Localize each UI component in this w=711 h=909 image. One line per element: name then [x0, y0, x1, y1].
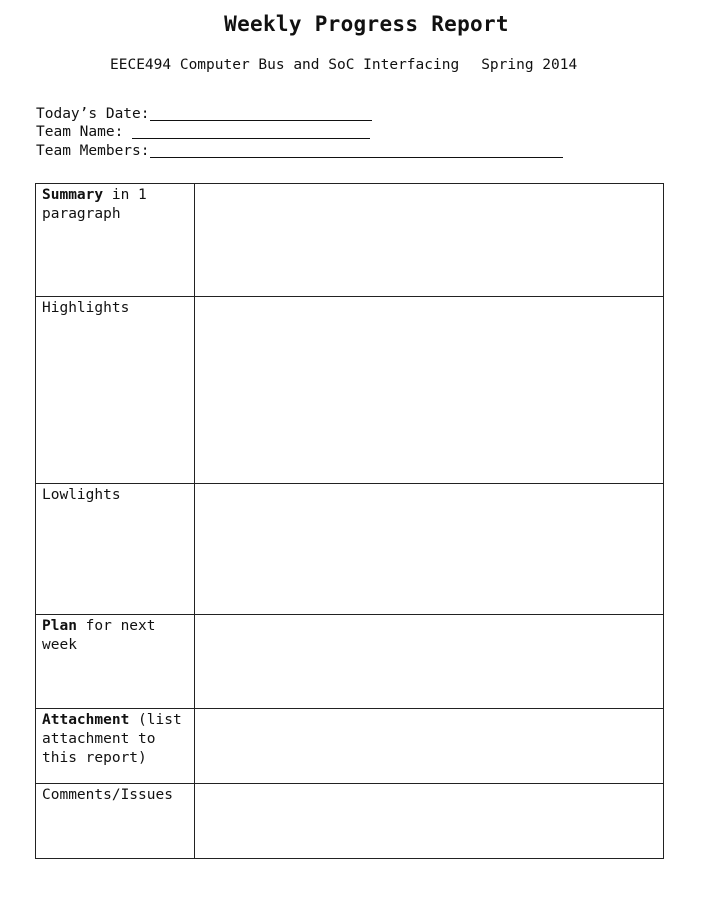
lowlights-label-rest: Lowlights: [42, 487, 121, 503]
attachment-label-rest: (list attachment to this report): [42, 712, 182, 766]
plan-entry-cell[interactable]: [195, 615, 664, 709]
team-members-field: [36, 141, 563, 159]
todays-date-input-line[interactable]: [150, 108, 372, 121]
todays-date-label: Today’s Date:: [36, 106, 150, 122]
report-title: Weekly Progress Report: [224, 12, 509, 36]
plan-label-rest: for next week: [42, 618, 156, 653]
table-row: [36, 709, 664, 784]
summary-entry-cell[interactable]: [195, 184, 664, 297]
summary-label-bold: Summary: [42, 187, 104, 203]
team-name-input-line[interactable]: [132, 126, 370, 139]
team-members-label: Team Members:: [36, 143, 150, 159]
course-name: EECE494 Computer Bus and SoC Interfacing: [110, 57, 460, 73]
comments-label-rest: Comments/Issues: [42, 787, 173, 803]
highlights-entry-cell[interactable]: [195, 297, 664, 484]
highlights-label-cell: [36, 297, 195, 484]
lowlights-label-cell: [36, 484, 195, 615]
course-line: [110, 57, 577, 73]
team-name-field: [36, 122, 370, 140]
lowlights-entry-cell[interactable]: [195, 484, 664, 615]
table-row: [36, 484, 664, 615]
plan-label-cell: [36, 615, 195, 709]
team-members-input-line[interactable]: [150, 145, 563, 158]
comments-entry-cell[interactable]: [195, 784, 664, 859]
summary-label-cell: [36, 184, 195, 297]
summary-label-rest: in 1 paragraph: [42, 187, 147, 222]
attachment-label-bold: Attachment: [42, 712, 130, 728]
table-row: [36, 615, 664, 709]
term: Spring 2014: [481, 57, 578, 73]
table-row: [36, 297, 664, 484]
attachment-entry-cell[interactable]: [195, 709, 664, 784]
comments-label-cell: [36, 784, 195, 859]
team-name-label: Team Name:: [36, 124, 133, 140]
todays-date-field: [36, 104, 372, 122]
attachment-label-cell: [36, 709, 195, 784]
table-row: [36, 184, 664, 297]
highlights-label-rest: Highlights: [42, 300, 130, 316]
table-row: [36, 784, 664, 859]
report-table: [35, 183, 664, 859]
plan-label-bold: Plan: [42, 618, 77, 634]
